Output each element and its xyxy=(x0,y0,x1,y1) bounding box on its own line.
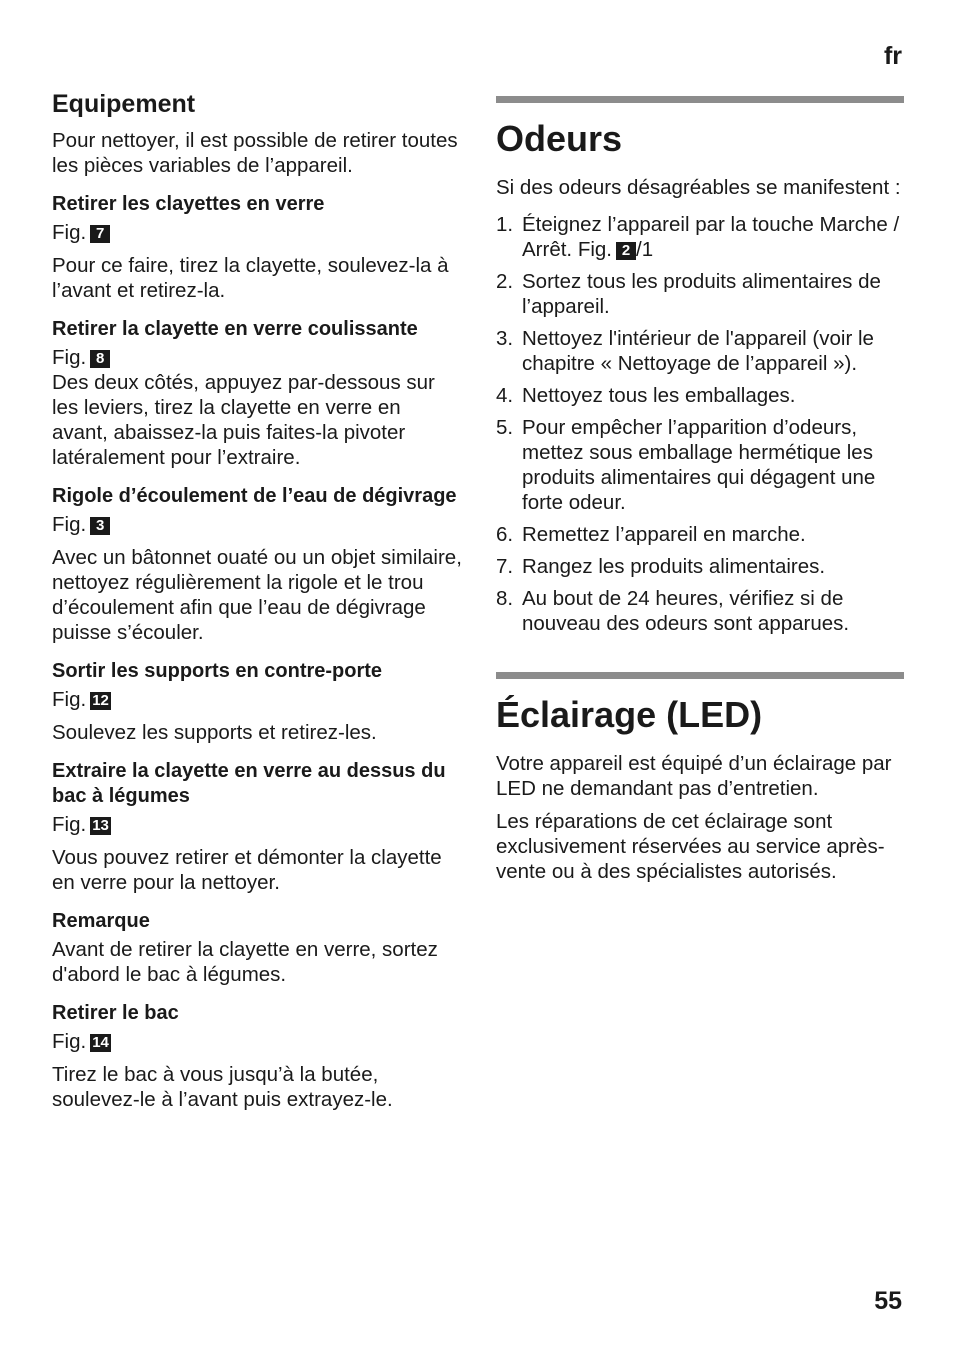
section-text: Avec un bâtonnet ouaté ou un objet similaire, nettoyez régulièrement la rigole et le trou d’écoulement afin que l’eau de dégivrage puisse s’écouler. xyxy=(52,546,462,644)
equipement-column xyxy=(52,88,462,1120)
section-heading: Retirer le bac xyxy=(52,1002,179,1024)
section-heading: Retirer la clayette en verre coulissante xyxy=(52,318,418,340)
figure-reference: Fig. 3 xyxy=(52,512,462,537)
section-rigole xyxy=(52,484,462,645)
section-retirer-clayettes xyxy=(52,192,462,303)
section-heading: Rigole d’écoulement de l’eau de dégivrage xyxy=(52,485,457,507)
eclairage-paragraph: Les réparations de cet éclairage sont exclusivement réservées au service après-vente ou à des spécialistes autorisés. xyxy=(496,810,885,883)
eclairage-title: Éclairage (LED) xyxy=(496,694,763,735)
list-item: 3. Nettoyez l'intérieur de l'appareil (voir le chapitre « Nettoyage de l’appareil »). xyxy=(496,327,874,375)
figure-reference: Fig. 12 xyxy=(52,688,109,711)
odeurs-intro: Si des odeurs désagréables se manifestent : xyxy=(496,176,901,199)
figure-reference: Fig. 14 xyxy=(52,1030,109,1053)
figure-number-badge: 8 xyxy=(90,350,110,368)
figure-reference: Fig. 7 xyxy=(52,220,462,245)
section-divider xyxy=(496,96,904,103)
figure-number-badge: 12 xyxy=(92,692,109,709)
section-heading: Remarque xyxy=(52,910,150,932)
figure-reference: Fig. 13 xyxy=(52,813,109,836)
list-item: 6. Remettez l’appareil en marche. xyxy=(496,523,806,546)
section-text: Vous pouvez retirer et démonter la clayette en verre pour la nettoyer. xyxy=(52,846,442,894)
section-supports-contre-porte xyxy=(52,659,462,745)
equipement-title: Equipement xyxy=(52,90,196,118)
section-remarque xyxy=(52,909,462,987)
language-indicator: fr xyxy=(883,42,902,70)
figure-number-badge: 14 xyxy=(92,1034,109,1051)
page-number: 55 xyxy=(874,1287,902,1315)
section-text: Soulevez les supports et retirez-les. xyxy=(52,721,377,744)
figure-reference: Fig. 8 xyxy=(52,345,462,370)
list-item: 5. Pour empêcher l’apparition d’odeurs, mettez sous emballage hermétique les produits alimentaires qui dégagent une forte odeur. xyxy=(496,416,876,514)
section-heading: Extraire la clayette en verre au dessus du bac à légumes xyxy=(52,760,446,807)
section-clayette-bac-legumes xyxy=(52,759,462,895)
section-text: Des deux côtés, appuyez par-dessous sur les leviers, tirez la clayette en verre en avant, abaissez-la puis faites-la pivoter latéralement pour l’extraire. xyxy=(52,371,435,469)
section-clayette-coulissante xyxy=(52,317,462,470)
equipement-intro: Pour nettoyer, il est possible de retirer toutes les pièces variables de l’appareil. xyxy=(52,129,458,177)
right-column xyxy=(496,96,904,892)
section-heading: Retirer les clayettes en verre xyxy=(52,193,325,215)
list-item: 7. Rangez les produits alimentaires. xyxy=(496,555,826,578)
figure-number-badge: 13 xyxy=(92,817,109,834)
odeurs-steps-list xyxy=(496,212,904,636)
section-text: Pour ce faire, tirez la clayette, soulevez-la à l’avant et retirez-la. xyxy=(52,254,449,302)
section-retirer-bac xyxy=(52,1001,462,1112)
odeurs-title: Odeurs xyxy=(496,118,623,159)
figure-number-badge: 2 xyxy=(616,242,636,260)
eclairage-paragraph: Votre appareil est équipé d’un éclairage par LED ne demandant pas d’entretien. xyxy=(496,752,892,800)
list-item: 4. Nettoyez tous les emballages. xyxy=(496,384,796,407)
section-heading: Sortir les supports en contre-porte xyxy=(52,660,383,682)
figure-number-badge: 7 xyxy=(90,225,110,243)
figure-number-badge: 3 xyxy=(90,517,110,535)
section-text: Avant de retirer la clayette en verre, sortez d'abord le bac à légumes. xyxy=(52,938,438,986)
section-text: Tirez le bac à vous jusqu’à la butée, soulevez-le à l’avant puis extrayez-le. xyxy=(52,1063,393,1111)
list-item: 8. Au bout de 24 heures, vérifiez si de nouveau des odeurs sont apparues. xyxy=(496,587,850,635)
list-item: 2. Sortez tous les produits alimentaires de l’appareil. xyxy=(496,270,881,318)
list-item: 1. Éteignez l’appareil par la touche Marche / Arrêt. Fig. 2 /1 xyxy=(496,213,900,261)
section-divider xyxy=(496,672,904,679)
